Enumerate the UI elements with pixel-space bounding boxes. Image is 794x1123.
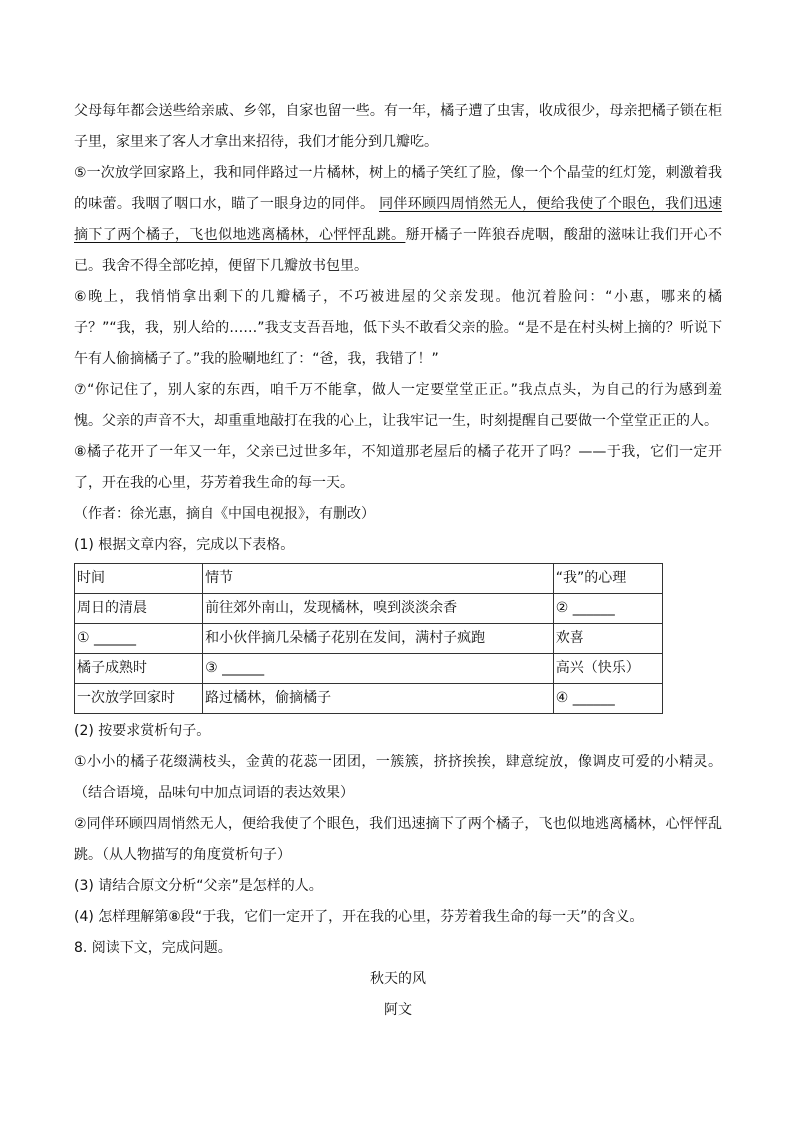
table-cell: 和小伙伴摘几朵橘子花别在发间，满村子疯跑 xyxy=(203,624,554,654)
passage-paragraph-5 xyxy=(74,158,722,282)
article-author: 阿文 xyxy=(384,1002,412,1018)
table-cell: 橘子成熟时 xyxy=(75,654,203,684)
table-row xyxy=(75,684,663,714)
table-cell: 一次放学回家时 xyxy=(75,684,203,714)
question-2-prompt: (2) 按要求赏析句子。 xyxy=(74,723,211,739)
question-1-table xyxy=(74,563,663,714)
table-cell: 欢喜 xyxy=(553,624,662,654)
question-8-prompt: 8. 阅读下文，完成问题。 xyxy=(74,940,232,956)
underlined-sentence: 同伴环顾四周悄然无人，便给我使了个眼色，我们迅速摘下了两个橘子，飞也似地逃离橘林，心怦怦乱跳。 xyxy=(74,196,723,243)
table-blank-cell[interactable]: ④ ______ xyxy=(553,684,662,714)
table-cell: 前往郊外南山，发现橘林，嗅到淡淡余香 xyxy=(203,594,554,624)
article-title: 秋天的风 xyxy=(370,971,426,987)
passage-paragraph-8: ⑧橘子花开了一年又一年，父亲已过世多年，不知道那老屋后的橘子花开了吗？——于我，它们一定开了，开在我的心里，芬芳着我生命的每一天。 xyxy=(74,444,722,491)
table-cell: 周日的清晨 xyxy=(75,594,203,624)
table-header-row xyxy=(75,564,663,594)
table-row xyxy=(75,624,663,654)
document-page xyxy=(74,96,722,1026)
table-cell: 高兴（快乐） xyxy=(553,654,662,684)
table-blank-cell[interactable]: ③ ______ xyxy=(203,654,554,684)
table-blank-cell[interactable]: ② ______ xyxy=(553,594,662,624)
passage-paragraph-6: ⑥晚上，我悄悄拿出剩下的几瓣橘子，不巧被进屋的父亲发现。他沉着脸问：“小惠，哪来的橘子？”“我，我，别人给的……”我支支吾吾地，低下头不敢看父亲的脸。“是不是在村头树上摘的？听说下午有人偷摘橘子了。”我的脸唰地红了：“爸，我，我错了！” xyxy=(74,289,722,367)
passage-source: （作者：徐光惠，摘自《中国电视报》，有删改） xyxy=(74,506,375,522)
question-2-sentence-1: ①小小的橘子花缀满枝头，金黄的花蕊一团团，一簇簇，挤挤挨挨，肆意绽放，像调皮可爱的小精灵。（结合语境，品味句中加点词语的表达效果） xyxy=(74,754,722,801)
table-blank-cell[interactable]: ① ______ xyxy=(75,624,203,654)
table-row xyxy=(75,654,663,684)
passage-paragraph-7: ⑦“你记住了，别人家的东西，咱千万不能拿，做人一定要堂堂正正。”我点点头，为自己的行为感到羞愧。父亲的声音不大，却重重地敲打在我的心上，让我牢记一生，时刻提醒自己要做一个堂堂正正的人。 xyxy=(74,382,722,429)
passage-paragraph-continued: 父母每年都会送些给亲戚、乡邻，自家也留一些。有一年，橘子遭了虫害，收成很少，母亲把橘子锁在柜子里，家里来了客人才拿出来招待，我们才能分到几瓣吃。 xyxy=(74,103,722,150)
question-1-prompt: (1) 根据文章内容，完成以下表格。 xyxy=(74,537,295,553)
table-row xyxy=(75,594,663,624)
table-header-cell: 时间 xyxy=(75,564,203,594)
question-4: (4) 怎样理解第⑧段“于我，它们一定开了，开在我的心里，芬芳着我生命的每一天”的含义。 xyxy=(74,909,644,925)
table-header-cell: 情节 xyxy=(203,564,554,594)
question-3: (3) 请结合原文分析“父亲”是怎样的人。 xyxy=(74,878,323,894)
table-cell: 路过橘林，偷摘橘子 xyxy=(203,684,554,714)
paragraph-5-text-a: ⑤一次放学回家路上，我和同伴路过一片橘林，树上的橘子笑红了脸，像一个个晶莹的红灯笼，刺激着我的味蕾。我咽了咽口水，瞄了一眼身边的同伴。 xyxy=(74,165,722,212)
question-2-sentence-2: ②同伴环顾四周悄然无人，便给我使了个眼色，我们迅速摘下了两个橘子，飞也似地逃离橘林，心怦怦乱跳。（从人物描写的角度赏析句子） xyxy=(74,816,722,863)
paragraph-5-text-b: 掰开橘子一阵狼吞虎咽，酸甜的滋味让我们开心不已。我舍不得全部吃掉，便留下几瓣放书包里。 xyxy=(74,227,723,274)
table-header-cell: “我”的心理 xyxy=(553,564,662,594)
